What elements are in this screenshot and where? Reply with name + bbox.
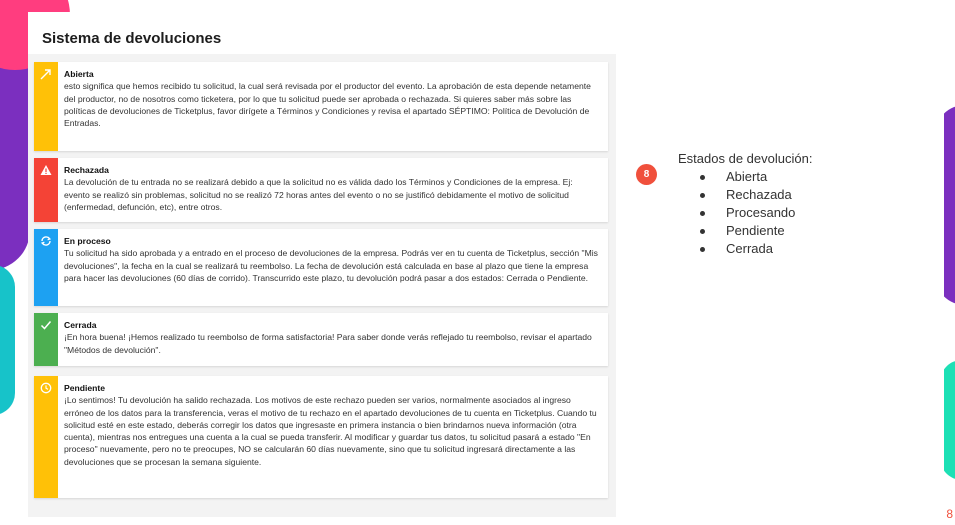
states-list (678, 168, 812, 258)
states-heading: Estados de devolución: (678, 151, 813, 166)
card-body: ¡Lo sentimos! Tu devolución ha salido rechazada. Los motivos de este rechazo pueden ser varios, normalmente asociados al ingreso erróneo de los datos para la transferencia, veras el motivo de tu rechazo en el apartado devoluciones de tu cuenta en Ticketplus. Cuando tu solicitud esté en este estado, deberás corregir los datos que ingresaste en primera instancia o bien brindarnos nueva información (otra cuenta), mientras nos entregues una cuenta a la cual se pueda transferir. Al modificar y guardar tus datos, tu solicitud pasará a estado "En proceso" nuevamente, pero no te preocupes, NO se calcularán 60 días nuevamente, sino que tu solicitud ingresará directamente a las devoluciones que se procesan la semana siguiente. (64, 395, 597, 467)
check-icon (40, 319, 52, 331)
list-item: Cerrada (726, 240, 812, 258)
list-item: Rechazada (726, 186, 812, 204)
list-item: Pendiente (726, 222, 812, 240)
clock-icon (40, 382, 52, 394)
status-card-cerrada (34, 313, 608, 366)
states-note (678, 150, 812, 258)
card-heading: Pendiente (64, 383, 106, 393)
card-body: esto significa que hemos recibido tu solicitud, la cual será revisada por el productor del evento. La aprobación de esta depende netamente del productor, no de nosotros como ticketera, por lo que tu solicitud puede ser aprobada o rechazada. Si quieres saber más sobre las políticas de devoluciones de Ticketplus, favor dirígete a Términos y Condiciones y revisa el apartado SÉPTIMO: Política de Devolución de Entradas. (64, 81, 591, 129)
card-heading: Cerrada (64, 320, 97, 330)
list-item: Abierta (726, 168, 812, 186)
status-bar (34, 62, 58, 151)
status-card-pendiente (34, 376, 608, 498)
status-card-abierta (34, 62, 608, 151)
status-bar (34, 376, 58, 498)
decor-cyan-shape (0, 265, 15, 415)
slide-title: Sistema de devoluciones (42, 30, 222, 47)
screenshot-panel (28, 54, 616, 517)
trend-arrow-icon (40, 68, 52, 80)
page-number: 8 (946, 507, 953, 521)
warning-icon (40, 164, 52, 176)
status-bar (34, 313, 58, 366)
list-item: Procesando (726, 204, 812, 222)
card-heading: Abierta (64, 69, 94, 79)
card-heading: En proceso (64, 236, 111, 246)
status-card-rechazada (34, 158, 608, 222)
sync-icon (40, 235, 52, 247)
status-bar (34, 158, 58, 222)
status-card-en-proceso (34, 229, 608, 306)
step-number-badge: 8 (636, 164, 657, 185)
card-body: Tu solicitud ha sido aprobada y a entrado en el proceso de devoluciones de la empresa. Podrás ver en tu cuenta de Ticketplus, sección "Mis devoluciones", la fecha en la cual se realizará tu reembolso. La fecha de devolución está calculada en base al plazo que tiene la empresa para hacer las devoluciones (60 días de corrido). Transcurrido este plazo, tu devolución podrá pasar a dos estados: Cerrada o Pendiente. (64, 248, 598, 283)
card-body: ¡En hora buena! ¡Hemos realizado tu reembolso de forma satisfactoria! Para saber donde verás reflejado tu reembolso, revisar el apartado "Métodos de devolución". (64, 332, 592, 355)
card-body: La devolución de tu entrada no se realizará debido a que la solicitud no es válida dado los Términos y Condiciones de la empresa. Ej: evento se realizó sin problemas, solicitud no se realizó 72 horas antes del evento o no se justificó debidamente el motivo de solicitud (enfermedad, defunción, etc), entre otros. (64, 177, 573, 212)
status-bar (34, 229, 58, 306)
card-heading: Rechazada (64, 165, 109, 175)
slide (28, 12, 944, 517)
